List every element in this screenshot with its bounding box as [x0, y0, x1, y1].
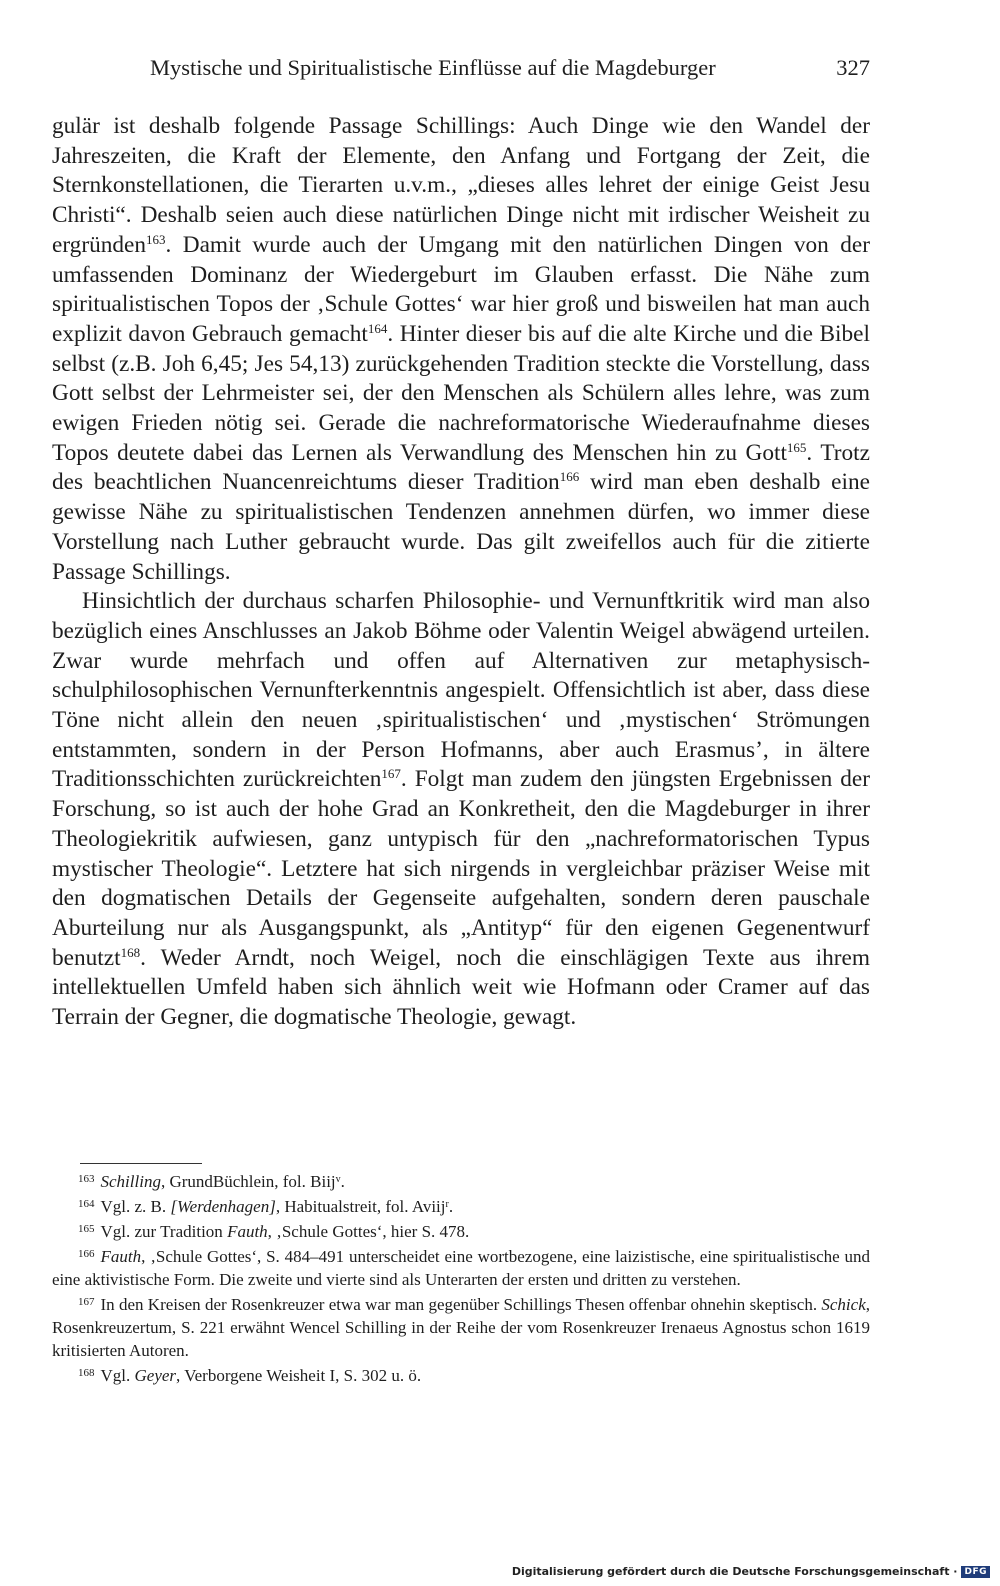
footnote-author: Schilling	[100, 1172, 161, 1191]
folio-side: v	[335, 1174, 341, 1185]
footnote-number: 168	[78, 1367, 95, 1379]
footnote-166	[52, 1243, 870, 1291]
footnote-tail: .	[448, 1197, 454, 1216]
footnote-number: 164	[78, 1198, 95, 1210]
footnote-ref-167[interactable]: 167	[381, 766, 401, 782]
footnote-text: , Habitualstreit, fol. Aviij	[275, 1197, 446, 1216]
main-text	[52, 112, 870, 1033]
footnote-167	[52, 1291, 870, 1362]
footnote-author: Schick	[821, 1295, 866, 1314]
digitization-credit	[512, 1565, 990, 1578]
footnote-pre: In den Kreisen der Rosenkreuzer etwa war man gegenüber Schillings Thesen offenbar ohnehin skeptisch.	[100, 1295, 822, 1314]
text-run: . Folgt man zudem den jüngsten Ergebnissen der Forschung, so ist auch der hohe Grad an Konkretheit, den die Magdeburger in ihrer Theologiekritik aufwiesen, ganz untypisch für den „nachreformatorischen Typus mystischer Theologie“. Letztere hat sich nirgends in vergleichbar präziser Weise mit den dogmatischen Details der Gegenseite aufgehalten, sondern deren pauschale Aburteilung nur als Ausgangspunkt, als „Antityp“ für den eigenen Gegenentwurf benutzt	[52, 766, 870, 971]
running-header	[52, 52, 870, 84]
credit-text: Digitalisierung gefördert durch die Deutsche Forschungsgemeinschaft ·	[511, 1565, 958, 1578]
text-run: Hinsichtlich der durchaus scharfen Philosophie- und Vernunftkritik wird man also bezüglich eines Anschlusses an Jakob Böhme oder Valentin Weigel abwägend urteilen. Zwar wurde mehrfach und offen auf Alternativen zur metaphysisch-schulphilosophischen Vernunfterkenntnis angespielt. Offensichtlich ist aber, dass diese Töne nicht allein den neuen ‚spiritualistischen‘ und ‚mystischen‘ Strömungen entstammten, sondern in der Person Hofmanns, aber auch Erasmus’, in ältere Traditionsschichten zurückreichten	[52, 588, 870, 793]
footnote-text: , Verborgene Weisheit I, S. 302 u. ö.	[176, 1366, 422, 1385]
footnote-ref-164[interactable]: 164	[367, 320, 388, 336]
dfg-logo-icon: DFG	[961, 1566, 990, 1578]
footnote-164	[52, 1193, 870, 1218]
text-run: . Damit wurde auch der Umgang mit den natürlichen Dingen von der umfassenden Dominanz der Wiedergeburt im Glauben erfasst. Die Nähe zum spiritualistischen Topos der ‚Schule Gottes‘ war hier groß und bisweilen hat man auch explizit davon Gebrauch gemacht	[52, 231, 870, 347]
paragraph-2	[52, 587, 870, 1033]
footnote-ref-165[interactable]: 165	[786, 439, 807, 455]
footnote-163	[52, 1168, 870, 1193]
footnote-pre: Vgl. z. B.	[100, 1197, 171, 1216]
footnote-168	[52, 1362, 870, 1387]
footnote-ref-163[interactable]: 163	[146, 231, 166, 247]
footnote-author: Fauth	[100, 1247, 142, 1266]
text-run: . Hinter dieser bis auf die alte Kirche und die Bibel selbst (z.B. Joh 6,45; Jes 54,13) zurückgehenden Tradition steckte die Vorstellung, dass Gott selbst der Lehrmeister sei, der den Menschen als Schülern alles lehre, was zum ewigen Frieden nötig sei. Gerade die nachreformatorische Wiederaufnahme dieses Topos deutete dabei das Lernen als Verwandlung des Menschen hin zu Gott	[52, 320, 870, 466]
footnotes	[52, 1168, 870, 1387]
footnote-165	[52, 1218, 870, 1243]
text-run: . Trotz des beachtlichen Nuancenreichtums dieser Tradition	[52, 439, 870, 496]
text-run: wird man eben deshalb eine gewisse Nähe zu spiritualistischen Tendenzen annehmen dürfen, wo immer diese Vorstellung nach Luther gebraucht wurde. Das gilt zweifellos auch für die zitierte Passage Schillings.	[52, 469, 870, 585]
footnote-author: Fauth	[227, 1222, 268, 1241]
footnote-pre: Vgl. zur Tradition	[100, 1222, 228, 1241]
footnote-text: , GrundBüchlein, fol. Biij	[160, 1172, 336, 1191]
footnote-tail: .	[340, 1172, 345, 1191]
text-run: gulär ist deshalb folgende Passage Schillings: Auch Dinge wie den Wandel der Jahreszeiten, die Kraft der Elemente, den Anfang und Fortgang der Zeit, die Sternkonstellationen, die Tierarten u.v.m., „dieses alles lehret der einige Geist Jesu Christi“. Deshalb seien auch diese natürlichen Dinge nicht mit irdischer Weisheit zu ergründen	[52, 113, 870, 258]
footnote-text: , ‚Schule Gottes‘, hier S. 478.	[267, 1222, 470, 1241]
footnote-separator	[80, 1163, 202, 1164]
page-number: 327	[836, 55, 870, 80]
footnote-author: Geyer	[134, 1366, 177, 1385]
footnote-pre: Vgl.	[100, 1366, 135, 1385]
paragraph-1	[52, 112, 870, 587]
text-run: . Weder Arndt, noch Weigel, noch die einschlägigen Texte aus ihrem intellektuellen Umfeld haben sich ähnlich weit wie Hofmann oder Cramer auf das Terrain der Gegner, die dogmatische Theologie, gewagt.	[52, 944, 870, 1031]
footnote-author: [Werdenhagen]	[170, 1197, 276, 1216]
footnote-number: 167	[78, 1296, 95, 1308]
footnote-number: 165	[78, 1223, 95, 1235]
footnote-text: , ‚Schule Gottes‘, S. 484–491 unterscheidet eine wortbezogene, eine laizistische, eine spiritualistische und eine aktivistische Form. Die zweite und vierte sind als Unterarten der ersten und dritten zu verstehen.	[52, 1247, 870, 1289]
folio-side: r	[445, 1199, 449, 1210]
running-title: Mystische und Spiritualistische Einflüsse auf die Magdeburger	[150, 55, 716, 80]
footnote-ref-168[interactable]: 168	[120, 944, 141, 960]
footnote-ref-166[interactable]: 166	[559, 469, 580, 485]
footnote-number: 166	[78, 1248, 95, 1260]
footnote-number: 163	[78, 1173, 95, 1185]
footnote-text: , Rosenkreuzertum, S. 221 erwähnt Wencel Schilling in der Reihe der vom Rosenkreuzer Irenaeus Agnostus schon 1619 kritisierten Autoren.	[52, 1295, 870, 1360]
